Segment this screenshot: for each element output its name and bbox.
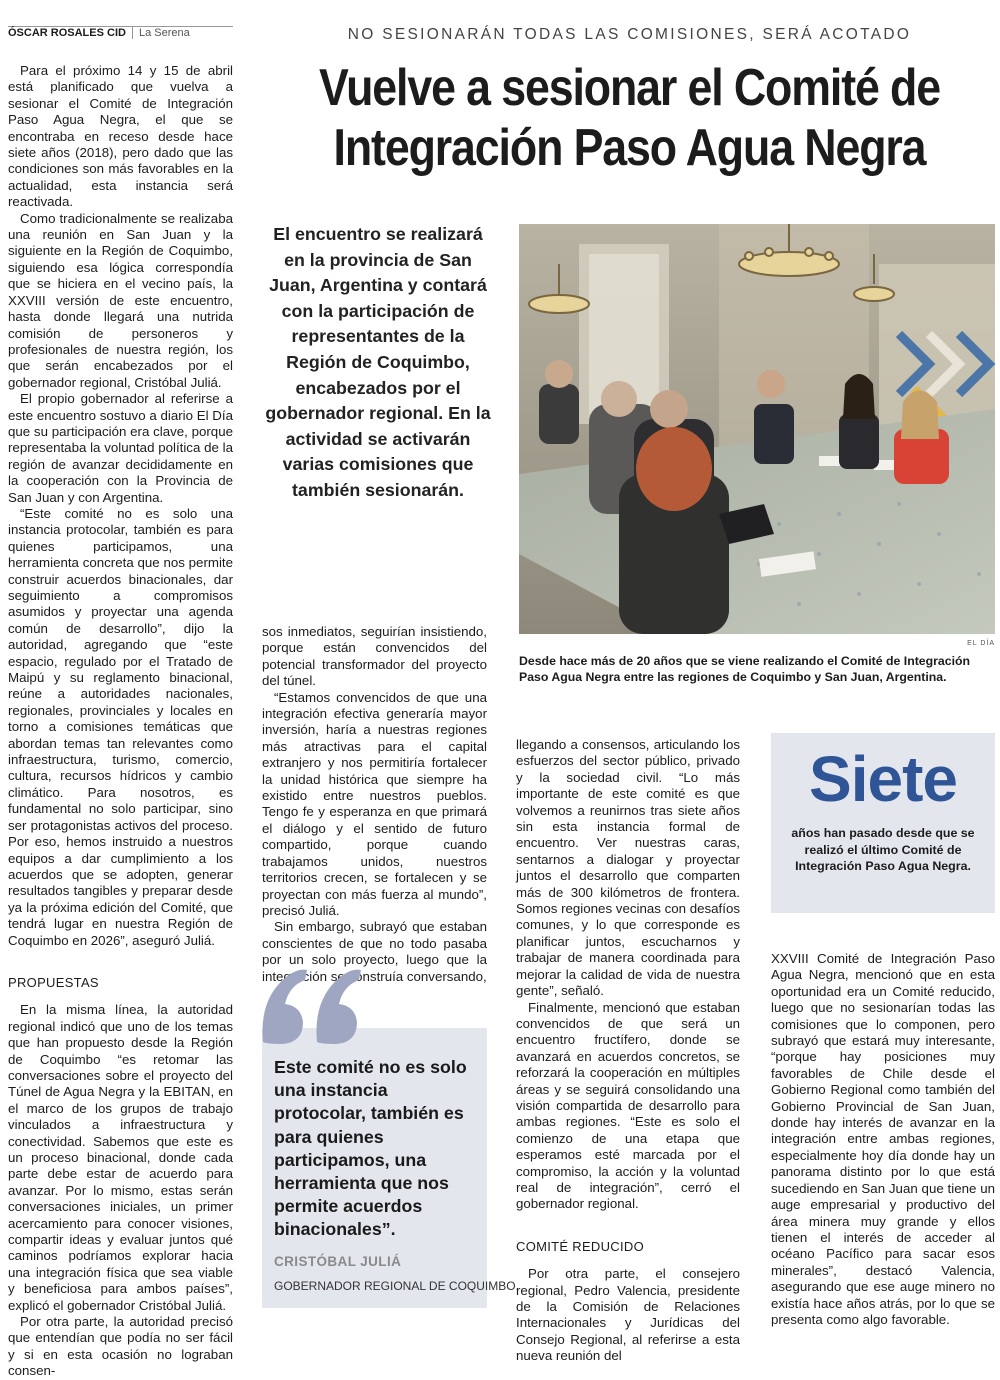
byline-location: La Serena [138, 27, 190, 39]
photo-caption: Desde hace más de 20 años que se viene realizando el Comité de Integración Paso Agua Negra entre las regiones de Coquimbo y San Juan, Argentina. [519, 654, 971, 684]
paragraph: El propio gobernador al referirse a este encuentro sostuvo a diario El Día que su participación era clave, porque representaba la voluntad política de la región de avanzar decididamente en la cooperación con la Provincia de San Juan y con Argentina. [8, 391, 233, 505]
kicker: NO SESIONARÁN TODAS LAS COMISIONES, SERÁ ACOTADO [347, 26, 912, 43]
paragraph: “Estamos convencidos de que una integración efectiva generaría mayor inversión, haría a nuestras regiones más atractivas para el capital extranjero y nos permitiría fortalecer la unidad histórica que siempre ha existido entre nuestros pueblos. Tengo fe y esperanza en que primará el diálogo y el sentido de futuro compartido, porque cuando trabajamos unidos, nuestros territorios crecen, se fortalecen y se proyectan con más fuerza al mundo”, precisó Juliá. [262, 689, 487, 918]
siete-number: Siete [809, 743, 957, 815]
headline-line-1: Vuelve a sesionar el Comité de [319, 59, 940, 117]
headline [313, 58, 945, 178]
paragraph: En la misma línea, la autoridad regional indicó que uno de los temas que han propuesto desde la Región de Coquimbo “es retomar las conversaciones sobre el proyecto del Túnel de Agua Negra y la EBITAN, en el marco de los grupos de trabajo vinculados a infraestructura y conectividad. Sabemos que este es un proceso binacional, donde cada parte debe estar de acuerdo para avanzar. Por lo mismo, estas serán conversaciones iniciales, un primer acercamiento para conocer visiones, compartir ideas y evaluar juntos qué caminos podríamos explorar hacia una integración física que sea viable y beneficiosa para ambos países”, explicó el gobernador Cristóbal Juliá. [8, 1002, 233, 1313]
pull-quote-text: Este comité no es solo una instancia protocolar, también es para quienes participamos, una herramienta que nos permite acuerdos binacionales”. [274, 1057, 467, 1240]
paragraph: Sin embargo, subrayó que estaban conscientes de que no todo pasaba por un solo proyecto, luego que la integración se construía conversando, [262, 919, 487, 984]
byline [8, 26, 233, 49]
paragraph: XXVIII Comité de Integración Paso Agua Negra, mencionó que en esta oportunidad era un Comité reducido, luego que no sesionarían todas las comisiones que lo componen, pero subrayó que estará muy interesante, “porque hay posiciones muy favorables de Chile desde el Gobierno Regional como también del Gobierno Provincial de San Juan, donde hay interés de avanzar en la integración entre ambas regiones, especialmente hoy día donde hay un panorama distinto por lo que está sucediendo en San Juan que tiene un auge empresarial y productivo del área minera muy grande y ellos tienen el interés de acceder al océano Pacífico para sacar esos minerales”, destacó Valencia, asegurando que ese auge minero no existía hace años atrás, por lo que se presenta como algo favorable. [771, 951, 995, 1327]
siete-description: años han pasado desde que se realizó el último Comité de Integración Paso Agua Negra. [791, 826, 975, 873]
paragraph: Como tradicionalmente se realizaba una reunión en San Juan y la siguiente en la Región de Coquimbo, siguiendo esa lógica correspondía que se hiciera en el vecino país, la XXVIII versión de este encuentro, hasta donde llegará una nutrida comisión de personeros y profesionales de nuestra región, los que serán encabezados por el gobernador regional, Cristóbal Juliá. [8, 210, 233, 390]
paragraph: Por otra parte, la autoridad precisó que entendían que podía no ser fácil y si en esta ocasión no lograban consen- [8, 1314, 233, 1379]
siete-factbox [771, 733, 995, 913]
subheading-comite-reducido: COMITÉ REDUCIDO [516, 1238, 644, 1254]
headline-line-2: Integración Paso Agua Negra [333, 119, 926, 177]
byline-separator [132, 27, 133, 39]
byline-author: ÓSCAR ROSALES CID [8, 27, 126, 39]
pull-quote-role: GOBERNADOR REGIONAL DE COQUIMBO. [274, 1279, 519, 1293]
paragraph: sos inmediatos, seguirían insistiendo, porque están convencidos del potencial transformador del proyecto del túnel. [262, 624, 487, 689]
paragraph: “Este comité no es solo una instancia protocolar, también es para quienes participamos, una herramienta concreta que nos permite construir acuerdos binacionales, dar seguimiento a compromisos asumidos y proyectar una agenda común de desarrollo”, dijo la autoridad, agregando que “este espacio, regulado por el Tratado de Maipú y su reglamento binacional, reúne a autoridades nacionales, regionales, provinciales y locales en torno a comisiones temáticas que abordan temas tan relevantes como infraestructura, turismo, comercio, cultura, recursos hídricos y cambio climático. Para nosotros, es fundamental no solo participar, sino ser protagonistas activos del proceso. Por eso, hemos instruido a nuestros equipos a dar cumplimiento a los acuerdos que se adopten, generar resultados tangibles y preparar desde ya la próxima edición del Comité, que tendrá lugar en nuestra Región de Coquimbo en 2026”, aseguró Juliá. [8, 505, 233, 948]
article-column-4 [771, 951, 995, 1339]
meeting-photo [519, 224, 995, 634]
article-column-3 [516, 737, 740, 1364]
quote-mark-icon [255, 960, 375, 1050]
lead-paragraph: El encuentro se realizará en la provincia de San Juan, Argentina y contará con la participación de representantes de la Región de Coquimbo, encabezados por el gobernador regional. En la actividad se activarán varias comisiones que también sesionarán. [265, 224, 491, 500]
paragraph: Por otra parte, el consejero regional, Pedro Valencia, presidente de la Comisión de Relaciones Internacionales y Jurídicas del Consejo Regional, al referirse a esta nueva reunión del [516, 1266, 740, 1364]
paragraph: llegando a consensos, articulando los esfuerzos del sector público, privado y la sociedad civil. “Lo más importante de este comité es que volvemos a reunirnos tras siete años sin esta instancia formal de encuentro. Ver nuestras caras, sentarnos a dialogar y proyectar juntos el desarrollo que comparten más de 300 kilómetros de frontera. Somos regiones vecinas con desafíos comunes, y lo que corresponde es planificar juntos, escucharnos y trabajar de manera coordinada para mejorar la calidad de vida de nuestra gente”, señaló. [516, 737, 740, 999]
pull-quote-author: CRISTÓBAL JULIÁ [274, 1254, 402, 1269]
paragraph: Finalmente, mencionó que estaban convencidos de que será un encuentro fructífero, donde se avanzará en acuerdos concretos, se reforzará la cooperación en múltiples áreas y se seguirá consolidando una visión compartida de desarrollo para ambas regiones. “Este es solo el comienzo de una etapa que esperamos esté marcada por el compromiso, la acción y la voluntad real de integración”, cerró el gobernador regional. [516, 999, 740, 1212]
article-column-1 [8, 63, 233, 1379]
photo-credit: EL DÍA [967, 640, 995, 647]
subheading-propuestas: PROPUESTAS [8, 974, 99, 990]
article-column-2 [262, 624, 487, 984]
paragraph: Para el próximo 14 y 15 de abril está planificado que vuelva a sesionar el Comité de Integración Paso Agua Negra, el que se encontraba en receso desde hace siete años (2018), pero dado que las condiciones son más favorables en la actualidad, esta instancia será reactivada. [8, 63, 233, 210]
